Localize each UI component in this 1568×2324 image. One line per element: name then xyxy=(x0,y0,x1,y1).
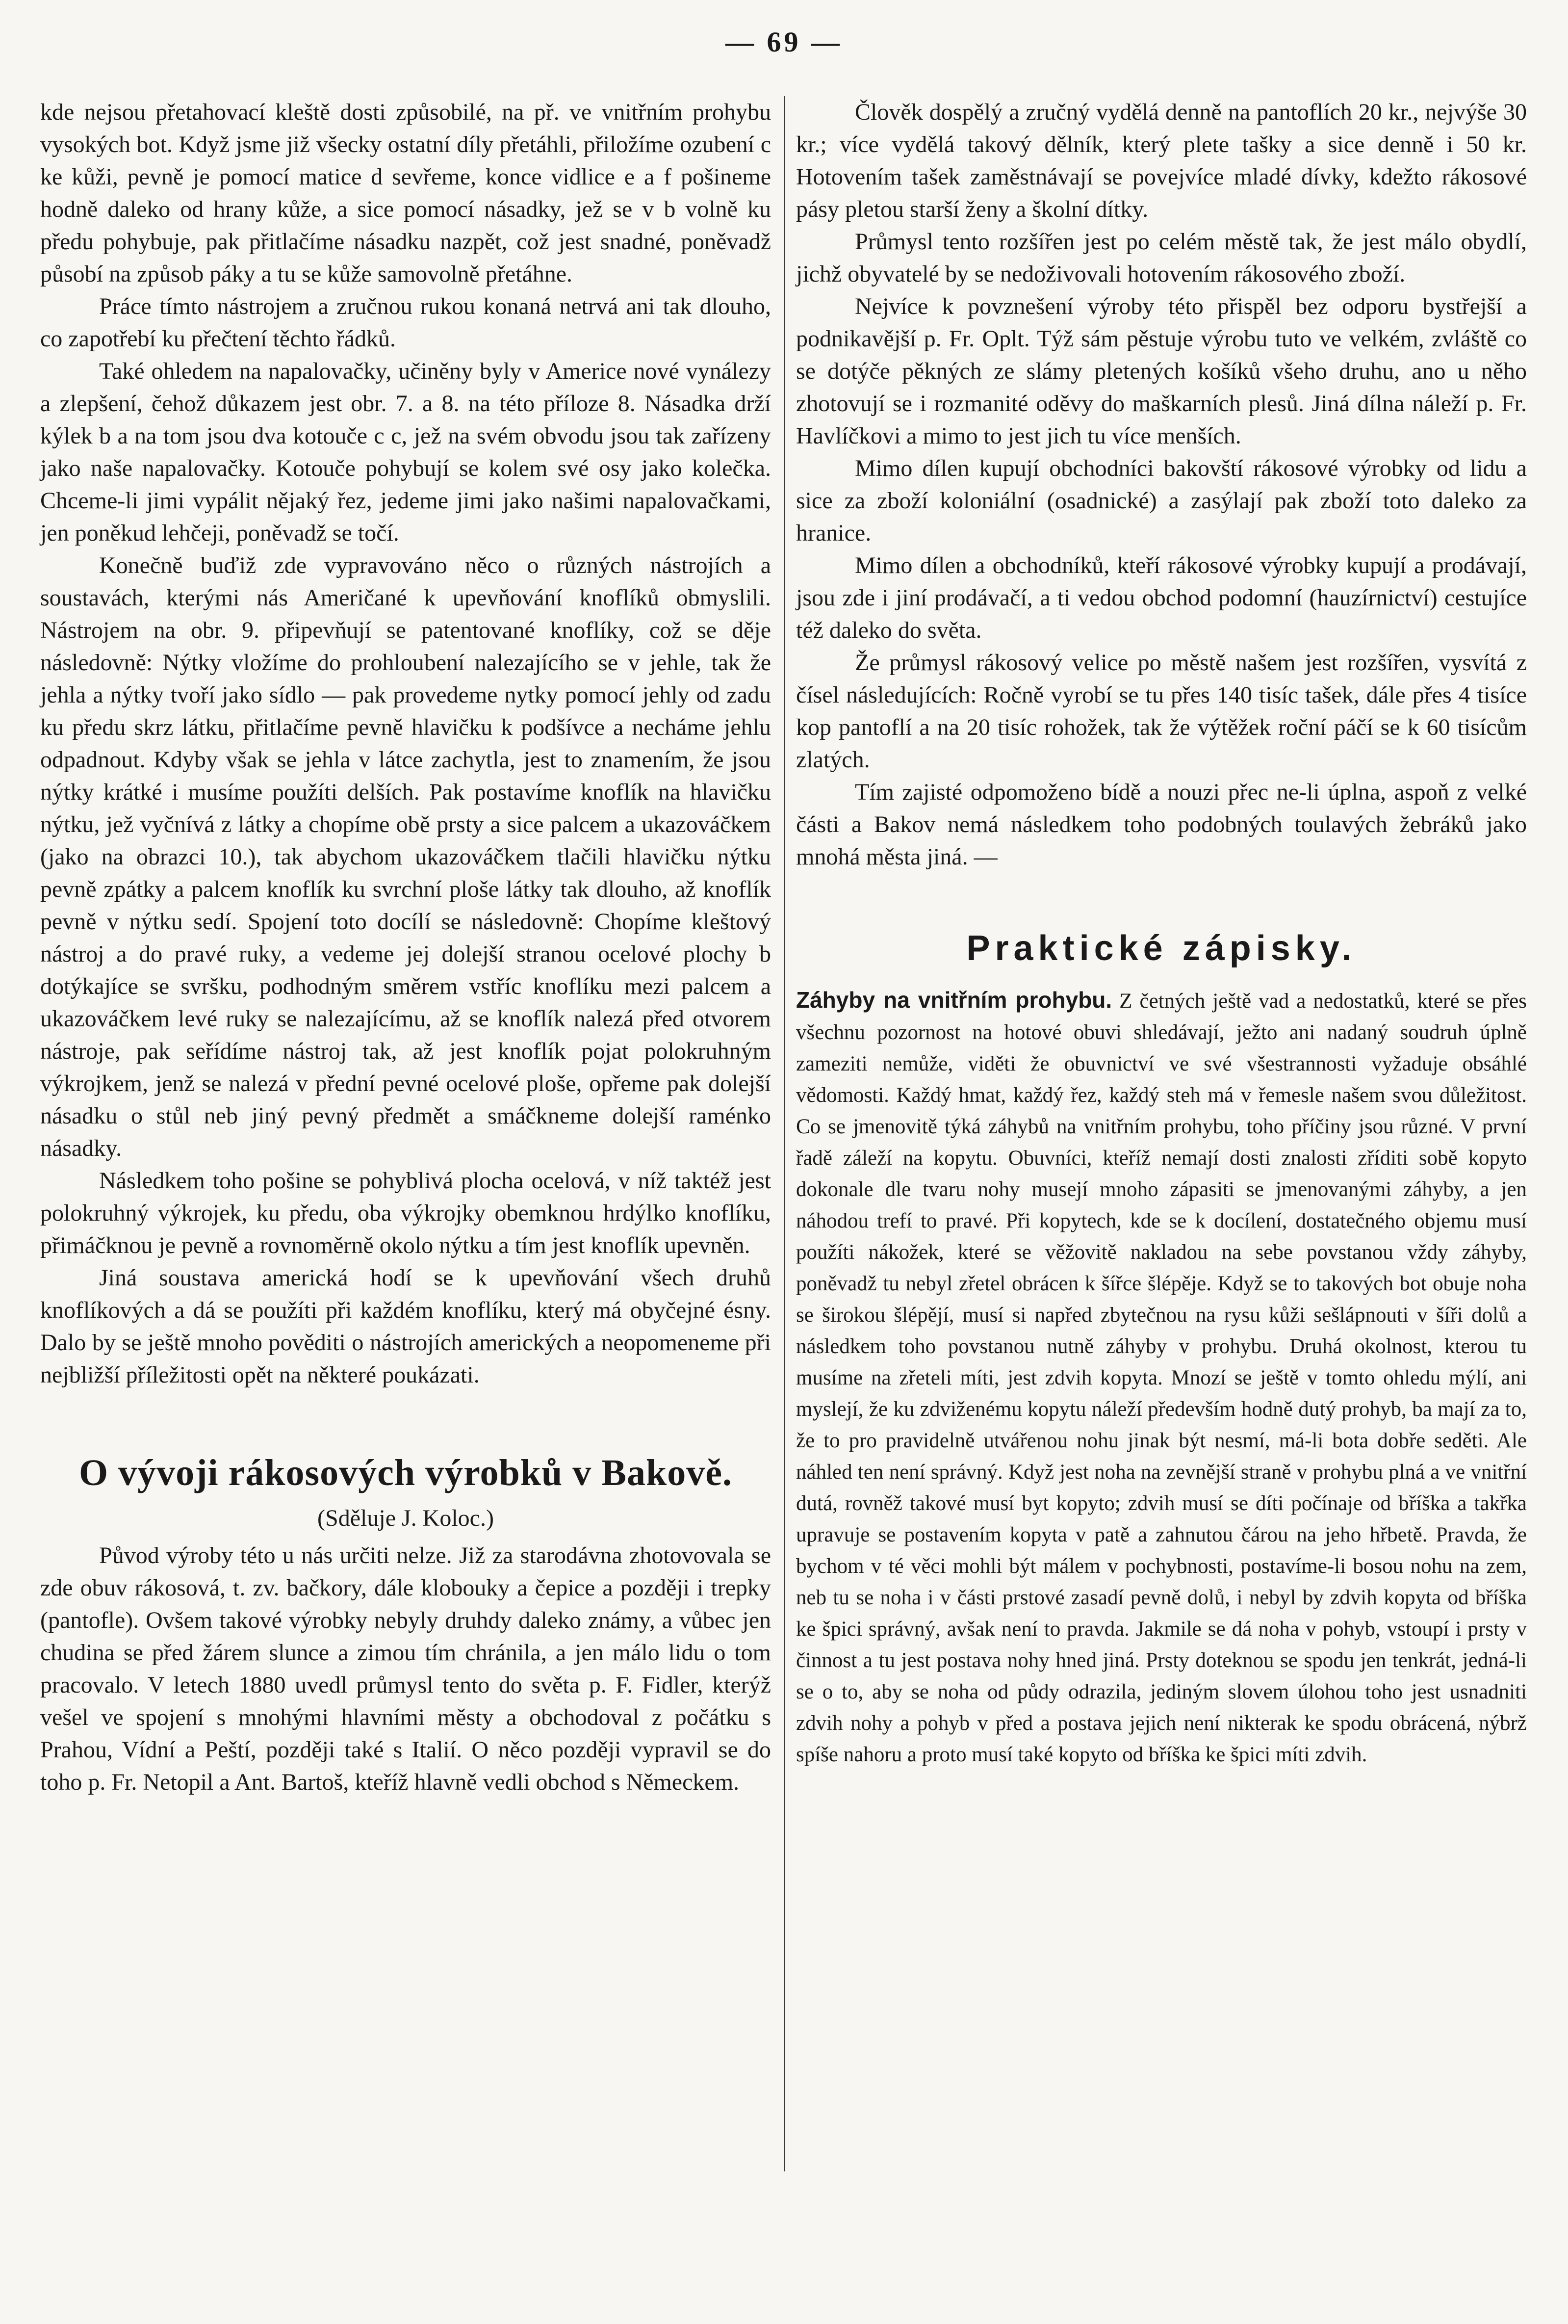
left-paragraph: Také ohledem na napalovačky, učiněny byly v Americe nové vynálezy a zlepšení, čehož důkazem jest obr. 7. a 8. na této příloze 8. Násadka drží kýlek b a na tom jsou dva kotouče c c, jež na svém obvodu jsou tak zařízeny jako naše napalovačky. Kotouče pohybují se kolem své osy jako kolečka. Chceme-li jimi vypálit nějaký řez, jedeme jimi jako našimi napalovačkami, jen poněkud lehčeji, poněvadž se točí. xyxy=(40,358,771,546)
page-number: — 69 — xyxy=(725,26,843,58)
left-paragraph: kde nejsou přetahovací kleště dosti způsobilé, na př. ve vnitřním prohybu vysokých bot. Když jsme již všecky ostatní díly přetáhli, přiložíme ozubení c ke kůži, pevně je pomocí matice d sevřeme, konce vidlice e a f pošineme hodně daleko od hrany kůže, a sice pomocí násadky, jež se v b volně ku předu pohybuje, pak přitlačíme násadku nazpět, což jest snadné, poněvadž působí na způsob páky a tu se kůže samovolně přetáhne. xyxy=(40,99,771,287)
right-paragraph: Mimo dílen kupují obchodníci bakovští rákosové výrobky od lidu a sice za zboží koloniální (osadnické) a zasýlají pak zboží toto daleko za hranice. xyxy=(796,455,1527,546)
notes-title: Praktické zápisky. xyxy=(966,929,1357,968)
left-paragraph: Následkem toho pošine se pohyblivá plocha ocelová, v níž taktéž jest polokruhný výkrojek, ku předu, oba výkrojky obemknou hrdýlko knoflíku, přimáčknou je pevně a rovnoměrně okolo nýtku a tím jest knoflík upevněn. xyxy=(40,1168,771,1258)
notes-runin-heading: Záhyby na vnitřním prohybu. xyxy=(796,987,1112,1013)
left-paragraph: Jiná soustava americká hodí se k upevňování všech druhů knoflíkových a dá se použíti při každém knoflíku, který má obyčejné ésny. Dalo by se ještě mnoho pověditi o nástrojích amerických a neopomeneme při nejbližší příležitosti opět na některé poukázati. xyxy=(40,1265,771,1388)
right-column xyxy=(796,96,1527,1771)
notes-body xyxy=(796,984,1527,1771)
right-paragraph: Člověk dospělý a zručný vydělá denně na pantoflích 20 kr., nejvýše 30 kr.; více vydělá takový dělník, který plete tašky a sice denně i 50 kr. Hotovením tašek zaměstnávají se povejvíce mladé dívky, kdežto rákosové pásy pletou starší ženy a školní dítky. xyxy=(796,99,1527,222)
article-title: O vývoji rákosových výrobků v Bakově. xyxy=(79,1452,732,1493)
left-paragraph: Konečně buďiž zde vypravováno něco o různých nástrojích a soustavách, kterými nás Američané k upevňování knoflíků obmyslili. Nástrojem na obr. 9. připevňují se patentované knoflíky, což se děje následovně: Nýtky vložíme do prohloubení nalezajícího se v jehle, tak že jehla a nýtky tvoří jako sídlo — pak provedeme nytky pomocí jehly od zadu ku předu skrz látku, přitlačíme pevně hlavičku k podšívce a necháme jehlu odpadnout. Kdyby však se jehla v látce zachytla, jest to znamením, že jsou nýtky krátké i musíme použíti delších. Pak postavíme knoflík na hlavičku nýtku, jež vyčnívá z látky a chopíme obě prsty a sice palcem a ukazováčkem (jako na obrazci 10.), tak abychom ukazováčkem tlačili hlavičku nýtku pevně zpátky a palcem knoflík ku svrchní ploše látky tak dlouho, až knoflík pevně v nýtku sedí. Spojení toto docílí se následovně: Chopíme kleštový nástroj a do pravé ruky, a vedeme jej dolejší stranou ocelové plochy b dotýkajíce se svršku, podhodným směrem vstříc knoflíku mezi palcem a ukazováčkem levé ruky se nalezajícímu, až se knoflík nalezá před otvorem nástroje, pak seřídíme nástroj tak, až jest knoflík pojat polokruhným výkrojkem, jenž se nalezá v přední pevné ocelové ploše, opřeme pak dolejší násadku o stůl neb jiný pevný předmět a smáčkneme dolejší raménko násadky. xyxy=(40,552,771,1161)
left-column xyxy=(40,96,771,1799)
right-paragraph: Mimo dílen a obchodníků, kteří rákosové výrobky kupují a prodávají, jsou zde i jiní prodávačí, a ti vedou obchod podomní (hauzírnictví) cestujíce též daleko do světa. xyxy=(796,552,1527,643)
left-paragraph: Práce tímto nástrojem a zručnou rukou konaná netrvá ani tak dlouho, co zapotřebí ku přečtení těchto řádků. xyxy=(40,293,771,352)
right-paragraph: Tím zajisté odpomoženo bídě a nouzi přec ne-li úplna, aspoň z velké části a Bakov nemá následkem toho podobných toulavých žebráků jako mnohá města jiná. — xyxy=(796,779,1527,870)
right-paragraph: Nejvíce k povznešení výroby této přispěl bez odporu bystřejší a podnikavější p. Fr. Oplt. Týž sám pěstuje výrobu tuto ve velkém, zvláště co se dotýče pěkných ze slámy pletených košíků všeho druhu, ano u něho zhotovují se i rozmanité oděvy do maškarních plesů. Jiná dílna náleží p. Fr. Havlíčkovi a mimo to jest jich tu více menších. xyxy=(796,293,1527,449)
right-paragraph: Průmysl tento rozšířen jest po celém městě tak, že jest málo obydlí, jichž obyvatelé by se nedoživovali hotovením rákosového zboží. xyxy=(796,229,1527,287)
notes-paragraph xyxy=(796,984,1527,1771)
article-paragraph: Původ výroby této u nás určiti nelze. Již za starodávna zhotovovala se zde obuv rákosová, t. zv. bačkory, dále klobouky a čepice a později i trepky (pantofle). Ovšem takové výrobky nebyly druhdy daleko známy, a vůbec jen chudina se před žárem slunce a zimou tím chránila, a jen málo lidu o tom pracovalo. V letech 1880 uvedl průmysl tento do světa p. F. Fidler, kterýž vešel ve spojení s mnohými hlavními městy a obchodoval z počátku s Prahou, Vídní a Peští, později také s Italií. O něco později vypravil se do toho p. Fr. Netopil a Ant. Bartoš, kteříž hlavně vedli obchod s Německem. xyxy=(40,1542,771,1795)
column-divider xyxy=(784,96,785,2171)
notes-text: Z četných ještě vad a nedostatků, které se přes všechnu pozornost na hotové obuvi shledávají, ježto ani nadaný soudruh úplně zameziti nemůže, viděti že obuvnictví ve své všestrannosti vyžaduje obsáhlé vědomosti. Každý hmat, každý řez, každý steh má v řemesle našem svou důležitost. Co se jmenovitě týká záhybů na vnitřním prohybu, toho příčiny jsou různé. V první řadě záleží na kopytu. Obuvníci, kteříž nemají dosti znalosti zříditi sobě kopyto dokonale dle tvaru nohy musejí mnoho zápasiti se jmenovanými záhyby, a jen náhodou trefí to pravé. Při kopytech, kde se k docílení, dostatečného objemu musí použíti nákožek, které se věžovitě nakladou na sebe povstanou vždy záhyby, poněvadž tu nebyl zřetel obrácen k šířce šlépěje. Když se to takových bot obuje noha se širokou šlépějí, musí si napřed zbytečnou na rysu kůži sešlápnouti v šíři dolů a následkem toho povstanou nutně záhyby v prohybu. Druhá okolnost, kterou tu musíme na zřeteli míti, jest zdvih kopyta. Mnozí se ještě v tomto ohledu mýlí, ani myslejí, že ku zdviženému kopytu náleží především hodně dutý prohyb, ba mají za to, že to pro pravidelně utvářenou nohu jinak být nesmí, má-li bota dobře seděti. Ale náhled ten není správný. Když jest noha na zevnější straně v prohybu plná a ve vnitřní dutá, rovněž takové musí byt kopyto; zdvih musí se díti počínaje od bříška a takřka upravuje se postavením kopyta v patě a zahnutou čárou na jeho hřbetě. Pravda, že bychom v té věci mohli být málem v pochybnosti, postavíme-li bosou nohu na zem, neb tu se noha i v části prstové zasadí pevně dolů, i nebyl by zdvih kopyta od bříška ke špici správný, avšak není to pravda. Jakmile se dá noha v pohyb, vstoupí i prsty v činnost a tu jest postava nohy hned jiná. Prsty doteknou se spodu jen tenkrát, jedná-li se o to, aby se noha od půdy odrazila, jediným slovem úlohou toho jest usnadniti zdvih nohy a pohyb v před a postava jejich není nikterak ke spodu obrácená, nýbrž spíše nahoru a proto musí také kopyto od bříška ke špici míti zdvih. xyxy=(796,990,1527,1766)
article-byline: (Sděluje J. Koloc.) xyxy=(317,1505,494,1531)
right-paragraph: Že průmysl rákosový velice po městě našem jest rozšířen, vysvítá z čísel následujících: Ročně vyrobí se tu přes 140 tisíc tašek, dále přes 4 tisíce kop pantoflí a na 20 tisíc rohožek, tak že výtěžek roční páčí se k 60 tisícům zlatých. xyxy=(796,650,1527,773)
